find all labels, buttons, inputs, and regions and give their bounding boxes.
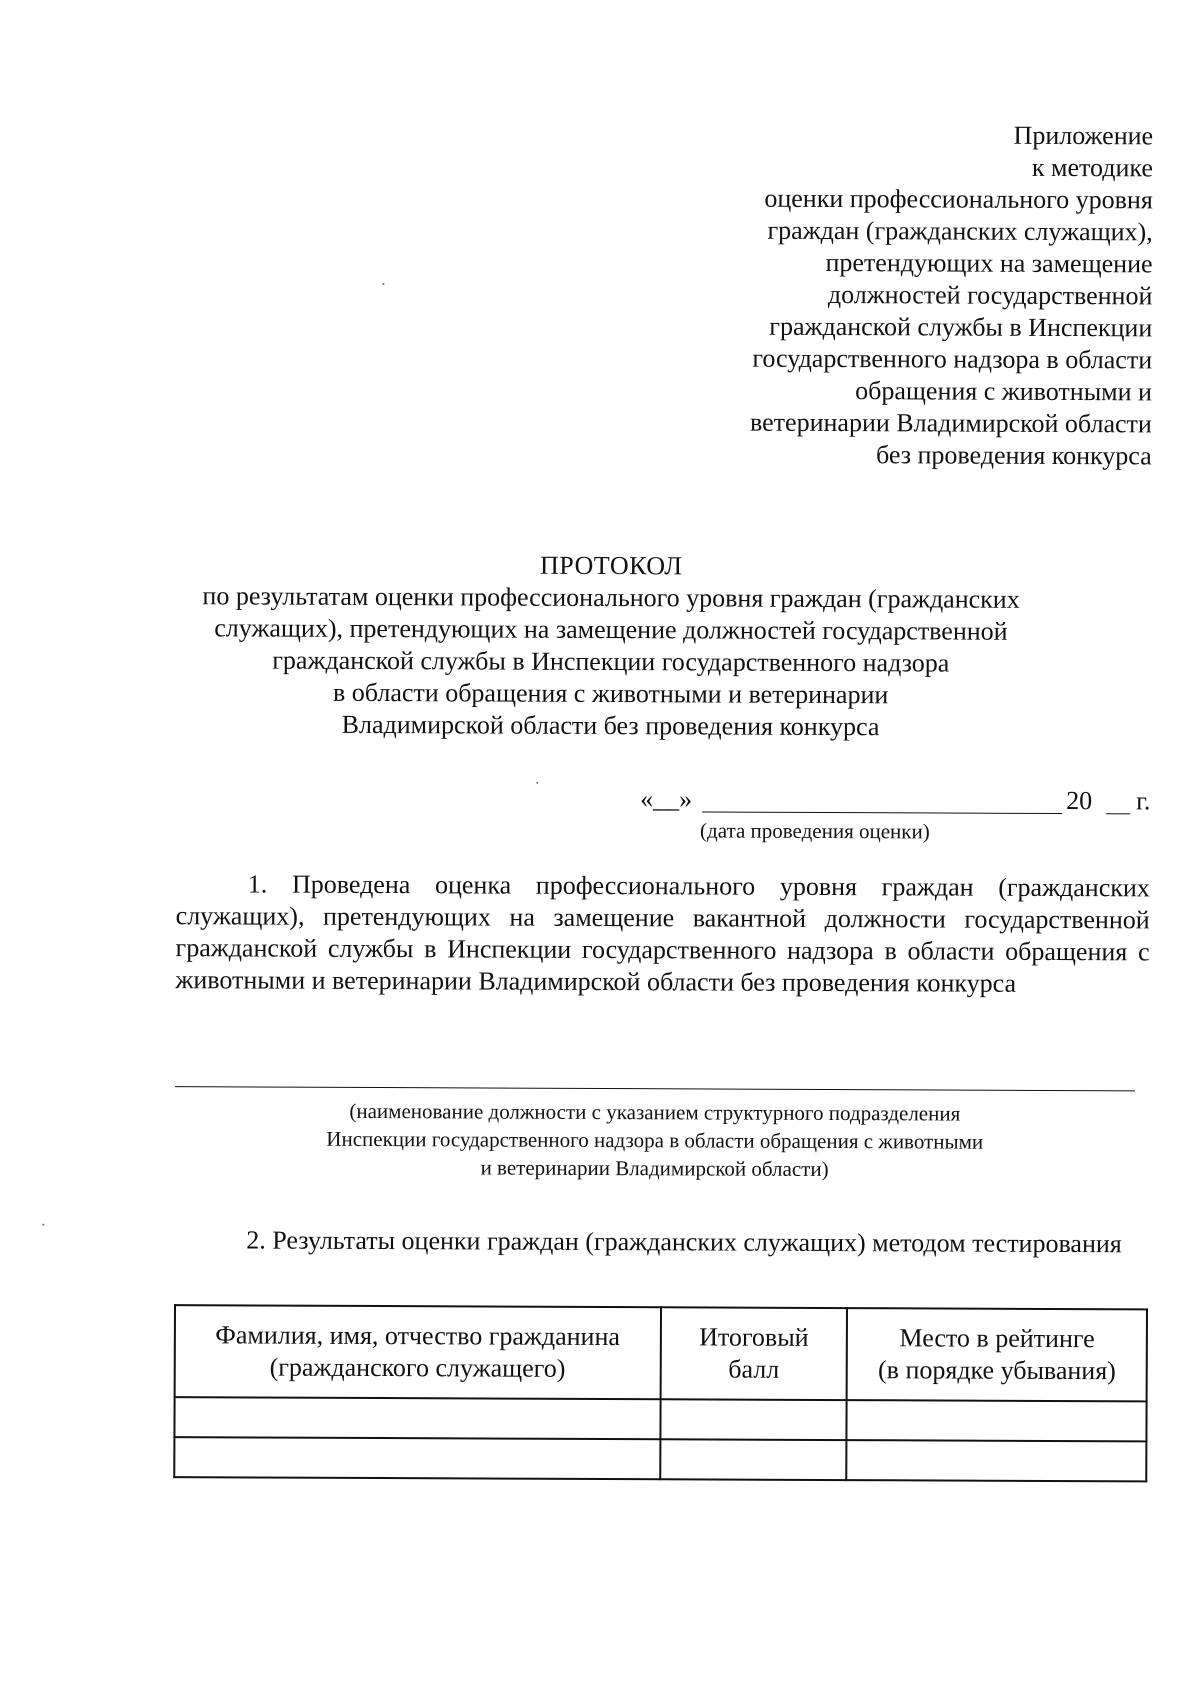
header-full-name	[175, 1305, 661, 1399]
appendix-line: ветеринарии Владимирской области	[749, 407, 1152, 439]
appendix-line: обращения с животными и	[855, 376, 1153, 407]
appendix-line: Приложение	[1013, 120, 1154, 151]
table-row	[174, 1437, 1146, 1481]
assessment-date-field	[640, 784, 1150, 820]
table-cell-place[interactable]	[847, 1400, 1147, 1441]
date-day-blank: «__»	[640, 784, 693, 814]
appendix-line: должностей государственной	[827, 279, 1153, 311]
section-2-text: 2. Результаты оценки граждан (гражданских служащих) методом тестирования	[246, 1225, 1122, 1259]
appendix-line: претендующих на замещение	[825, 247, 1153, 279]
results-table	[173, 1304, 1148, 1482]
date-caption: (дата проведения оценки)	[700, 818, 930, 844]
header-line: Итоговый	[699, 1322, 809, 1352]
scan-speck	[382, 283, 384, 285]
appendix-line: оценки профессионального уровня	[764, 183, 1153, 215]
header-line: Место в рейтинге	[899, 1323, 1095, 1354]
header-line: Фамилия, имя, отчество гражданина	[215, 1320, 621, 1352]
protocol-subtitle-line: гражданской службы в Инспекции государственного надзора	[272, 645, 950, 678]
scan-speck	[42, 1224, 44, 1226]
position-caption	[175, 1096, 1135, 1184]
date-month-blank-line	[702, 811, 1062, 814]
appendix-note	[552, 118, 1154, 473]
table-header-row	[175, 1305, 1147, 1401]
header-line: (гражданского служащего)	[269, 1352, 566, 1383]
protocol-subtitle-line: служащих), претендующих на замещение должностей государственной	[214, 613, 1008, 646]
appendix-line: государственного надзора в области	[752, 343, 1153, 375]
position-blank-line	[175, 1086, 1135, 1091]
table-cell-place[interactable]	[847, 1440, 1147, 1481]
appendix-line: гражданской службы в Инспекции	[769, 311, 1153, 343]
scan-speck	[536, 782, 538, 784]
date-year-prefix: 20	[1066, 786, 1093, 816]
position-caption-line: (наименование должности с указанием структурного подразделения	[349, 1098, 961, 1126]
table-row	[174, 1397, 1146, 1441]
table-cell-name[interactable]	[174, 1437, 660, 1479]
header-line: балл	[728, 1354, 780, 1384]
table-cell-score[interactable]	[660, 1399, 847, 1440]
protocol-heading: ПРОТОКОЛ	[539, 550, 683, 581]
position-caption-line: Инспекции государственного надзора в области обращения с животными	[326, 1126, 984, 1154]
date-year-suffix: г.	[1136, 786, 1151, 816]
protocol-title	[160, 548, 1061, 744]
appendix-line: граждан (гражданских служащих),	[767, 215, 1153, 247]
table-cell-score[interactable]	[660, 1439, 847, 1480]
header-rating-place	[847, 1308, 1147, 1401]
protocol-subtitle-line: по результатам оценки профессионального уровня граждан (гражданских	[202, 581, 1020, 614]
position-caption-line: и ветеринарии Владимирской области)	[480, 1155, 829, 1182]
header-total-score	[660, 1307, 847, 1400]
protocol-subtitle-line: в области обращения с животными и ветеринарии	[332, 677, 889, 710]
appendix-line: без проведения конкурса	[875, 440, 1152, 471]
date-year-blank-line	[1106, 813, 1130, 814]
section-1-text: 1. Проведена оценка профессионального уровня граждан (гражданских служащих), претендующих на замещение вакантной должности государственной гражданской службы в Инспекции государственного надзора в области обращения с животными и ветеринарии Владимирской области без проведения конкурса	[175, 869, 1150, 998]
appendix-line: к методике	[1031, 152, 1154, 183]
header-line: (в порядке убывания)	[877, 1355, 1116, 1386]
table-cell-name[interactable]	[174, 1397, 660, 1439]
protocol-subtitle-line: Владимирской области без проведения конкурса	[341, 709, 880, 742]
